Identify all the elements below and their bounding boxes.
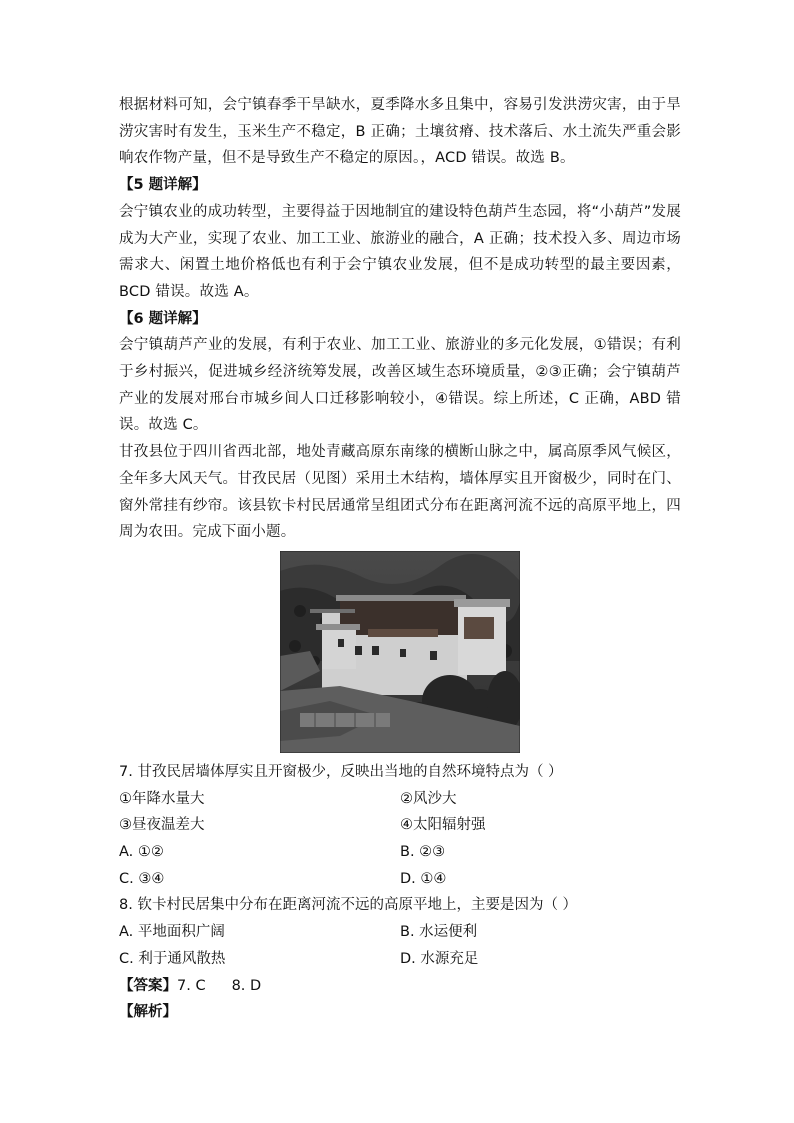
q7-items-row-1 — [119, 786, 681, 813]
q7-item-1: ①年降水量大 — [119, 790, 205, 807]
q7-option-d: D. ①④ — [400, 870, 447, 887]
q8-options-row-2 — [119, 946, 681, 973]
q8-options-row-1 — [119, 919, 681, 946]
analysis-heading: 【解析】 — [119, 1004, 177, 1021]
q8-option-b: B. 水运便利 — [400, 924, 478, 941]
q7-item-3: ③昼夜温差大 — [119, 817, 205, 834]
q7-stem: 7. 甘孜民居墙体厚实且开窗极少，反映出当地的自然环境特点为（ ） — [119, 763, 563, 780]
q5-explanation: 会宁镇农业的成功转型，主要得益于因地制宜的建设特色葫芦生态园，将“小葫芦”发展成为大产业，实现了农业、加工工业、旅游业的融合，A 正确；技术投入多、周边市场需求大、闲置土地价格低也有利于会宁镇农业发展，但不是成功转型的最主要因素，BCD 错误。故选 A。 — [119, 203, 681, 300]
q7-option-c: C. ③④ — [119, 870, 165, 887]
q8-stem: 8. 钦卡村民居集中分布在距离河流不远的高原平地上，主要是因为（ ） — [119, 897, 578, 914]
answer-q7: 7. C — [177, 977, 206, 994]
q7-option-b: B. ②③ — [400, 844, 446, 861]
answer-line — [119, 973, 681, 1000]
material-paragraph: 甘孜县位于四川省西北部，地处青藏高原东南缘的横断山脉之中，属高原季风气候区，全年多大风天气。甘孜民居（见图）采用土木结构，墙体厚实且开窗极少，同时在门、窗外常挂有纱帘。该县钦卡村民居通常呈组团式分布在距离河流不远的高原平地上，四周为农田。完成下面小题。 — [119, 444, 681, 541]
q7-option-a: A. ①② — [119, 844, 164, 861]
answer-q8: 8. D — [231, 977, 262, 994]
q7-item-4: ④太阳辐射强 — [400, 817, 486, 834]
q8-option-d: D. 水源充足 — [400, 950, 479, 967]
q8-option-a: A. 平地面积广阔 — [119, 924, 225, 941]
q7-options-row-2 — [119, 866, 681, 893]
page-content — [119, 92, 681, 1026]
figure-container — [119, 551, 681, 753]
paragraph-previous-explanation: 根据材料可知，会宁镇春季干旱缺水，夏季降水多且集中，容易引发洪涝灾害，由于旱涝灾害时有发生，玉米生产不稳定，B 正确；土壤贫瘠、技术落后、水土流失严重会影响农作物产量，但不是导致生产不稳定的原因。，ACD 错误。故选 B。 — [119, 97, 681, 167]
q6-explanation: 会宁镇葫芦产业的发展，有利于农业、加工工业、旅游业的多元化发展，①错误；有利于乡村振兴，促进城乡经济统筹发展，改善区域生态环境质量，②③正确；会宁镇葫芦产业的发展对邢台市城乡间人口迁移影响较小，④错误。综上所述，C 正确，ABD 错误。故选 C。 — [119, 337, 681, 434]
q8-option-c: C. 利于通风散热 — [119, 950, 226, 967]
q6-heading: 【6 题详解】 — [119, 310, 207, 327]
q7-items-row-2 — [119, 812, 681, 839]
ganzi-house-photo — [280, 551, 520, 753]
q5-heading: 【5 题详解】 — [119, 177, 207, 194]
q7-options-row-1 — [119, 839, 681, 866]
answer-tag: 【答案】 — [119, 977, 177, 994]
q7-item-2: ②风沙大 — [400, 790, 457, 807]
